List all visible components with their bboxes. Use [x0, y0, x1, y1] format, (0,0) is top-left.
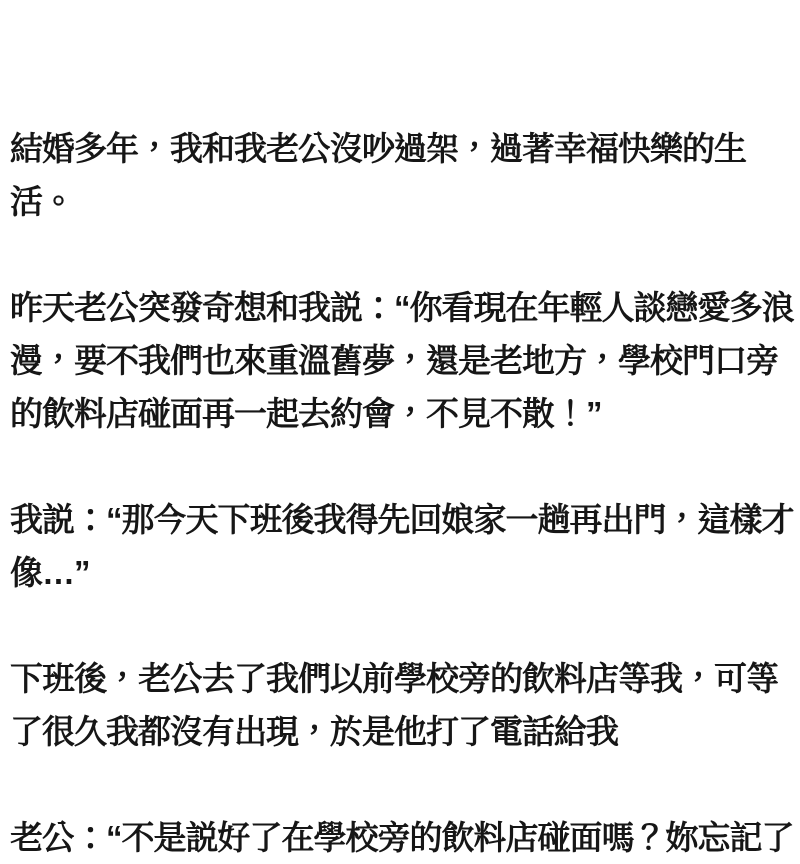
story-paragraph-phone-call: 老公：“不是説好了在學校旁的飲料店碰面嗎？妳忘記了 — [10, 819, 794, 856]
story-paragraph-husband-idea: 昨天老公突發奇想和我説：“你看現在年輕人談戀愛多浪漫，要不我們也來重溫舊夢，還是老地方，學校門口旁的飲料店碰面再一起去約會，不見不散！” — [10, 289, 794, 432]
story-paragraph-intro: 結婚多年，我和我老公沒吵過架，過著幸福快樂的生活。 — [10, 130, 746, 220]
story-paragraph-wife-reply: 我説：“那今天下班後我得先回娘家一趟再出門，這樣才像…” — [10, 501, 794, 591]
story-paragraph-waiting: 下班後，老公去了我們以前學校旁的飲料店等我，可等了很久我都沒有出現，於是他打了電話給我 — [10, 660, 778, 750]
